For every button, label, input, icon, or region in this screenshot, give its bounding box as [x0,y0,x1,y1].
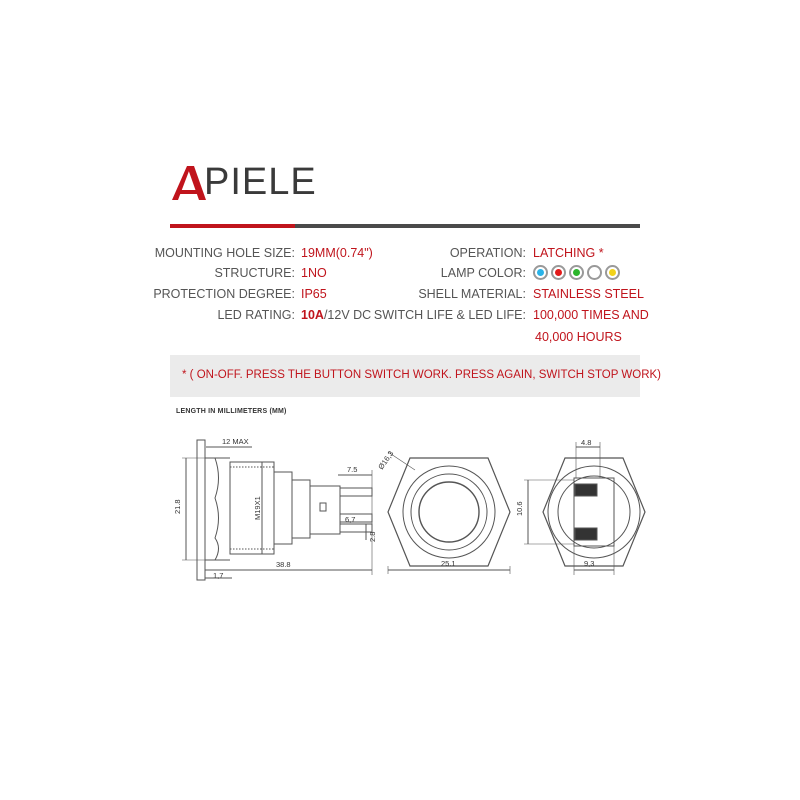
spec-value-life-line2: 40,000 HOURS [535,330,622,344]
spec-value-operation: LATCHING * [533,246,604,260]
dim-7-5: 7.5 [347,465,358,474]
spec-label-mounting-hole: MOUNTING HOLE SIZE: [154,246,295,260]
side-view-drawing [182,440,372,580]
dim-2-8: 2.8 [368,531,377,542]
brand-name: PIELE [204,161,317,203]
spec-value-shell-material: STAINLESS STEEL [533,287,644,301]
dim-16-3: Ø16,3 [376,449,396,472]
rear-view-drawing [524,442,645,575]
spec-label-life: SWITCH LIFE & LED LIFE: [373,308,526,322]
spec-value-protection: IP65 [301,287,327,301]
dim-4-8: 4.8 [581,438,592,447]
spec-value-led-voltage: /12V DC [323,308,372,322]
spec-label-structure: STRUCTURE: [214,266,295,280]
spec-label-led-rating: LED RATING: [217,308,295,322]
dim-9-3: 9,3 [584,559,595,568]
dim-6-7: 6,7 [345,515,356,524]
operation-note-text: * ( ON-OFF. PRESS THE BUTTON SWITCH WORK. PRESS AGAIN, SWITCH STOP WORK) [182,369,661,381]
spec-label-shell-material: SHELL MATERIAL: [418,287,526,301]
front-view-drawing [388,452,510,574]
spec-label-protection: PROTECTION DEGREE: [153,287,295,301]
dim-21-8: 21.8 [173,499,182,514]
spec-value-mounting-hole: 19MM(0.74") [301,246,373,260]
spec-label-lamp-color: LAMP COLOR: [440,266,526,280]
spec-value-life-line1: 100,000 TIMES AND [533,308,649,322]
dim-1-7: 1,7 [213,571,224,580]
dim-25-1: 25.1 [441,559,456,568]
spec-value-led-current: 10A [301,308,324,322]
dim-10-6: 10.6 [515,501,524,516]
dim-38-8: 38.8 [276,560,291,569]
drawing-heading: LENGTH IN MILLIMETERS (MM) [176,408,287,415]
dim-12max: 12 MAX [222,437,249,446]
spec-label-operation: OPERATION: [449,246,526,260]
spec-value-structure: 1NO [301,266,327,280]
dim-m19x1: M19X1 [253,496,262,520]
